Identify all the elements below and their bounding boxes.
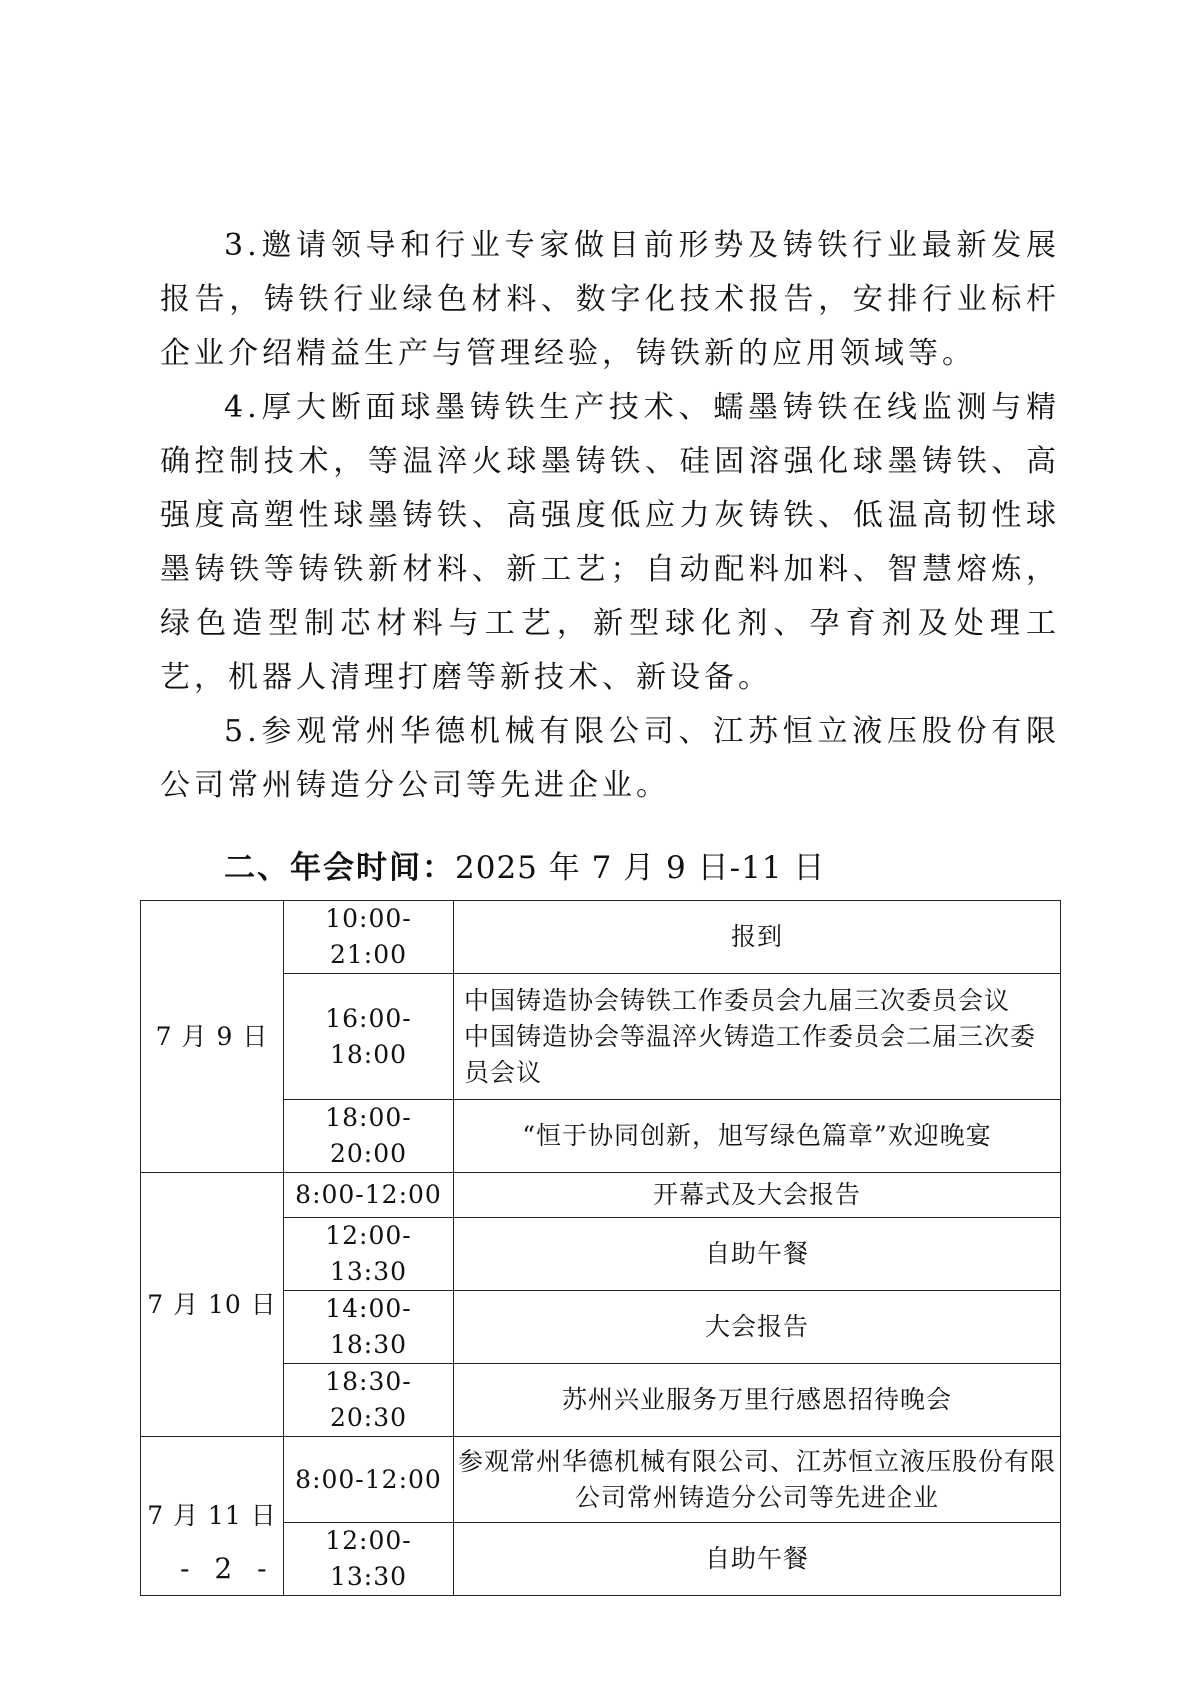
date-cell: 7 月 9 日	[141, 901, 284, 1173]
agenda-item-5: 5.参观常州华德机械有限公司、江苏恒立液压股份有限公司常州铸造分公司等先进企业。	[160, 714, 1060, 803]
table-row	[141, 901, 1061, 974]
time-cell: 8:00-12:00	[284, 1437, 454, 1523]
date-cell: 7 月 11 日	[141, 1437, 284, 1596]
event-cell: 大会报告	[454, 1291, 1061, 1364]
time-cell: 12:00-13:30	[284, 1218, 454, 1291]
time-cell: 12:00-13:30	[284, 1523, 454, 1596]
event-cell: “恒于协同创新，旭写绿色篇章”欢迎晚宴	[454, 1100, 1061, 1173]
event-cell: 开幕式及大会报告	[454, 1173, 1061, 1218]
time-cell: 18:00-20:00	[284, 1100, 454, 1173]
section-heading-meeting-time	[224, 848, 825, 888]
event-cell: 苏州兴业服务万里行感恩招待晚会	[454, 1364, 1061, 1437]
heading-label: 二、年会时间：	[224, 850, 455, 886]
table-row	[141, 1173, 1061, 1218]
time-cell: 10:00-21:00	[284, 901, 454, 974]
event-cell: 自助午餐	[454, 1523, 1061, 1596]
event-line: 中国铸造协会等温淬火铸造工作委员会二届三次委员会议	[464, 1021, 1037, 1087]
date-cell: 7 月 10 日	[141, 1173, 284, 1437]
event-cell: 自助午餐	[454, 1218, 1061, 1291]
event-cell: 参观常州华德机械有限公司、江苏恒立液压股份有限公司常州铸造分公司等先进企业	[454, 1437, 1061, 1523]
schedule-table	[140, 900, 1061, 1596]
event-cell	[454, 974, 1061, 1100]
time-cell: 14:00-18:30	[284, 1291, 454, 1364]
heading-date: 2025 年 7 月 9 日-11 日	[455, 850, 826, 886]
time-cell: 18:30-20:30	[284, 1364, 454, 1437]
page-number: - 2 -	[180, 1552, 275, 1585]
time-cell: 8:00-12:00	[284, 1173, 454, 1218]
agenda-item-4: 4.厚大断面球墨铸铁生产技术、蠕墨铸铁在线监测与精确控制技术，等温淬火球墨铸铁、硅固溶强化球墨铸铁、高强度高塑性球墨铸铁、高强度低应力灰铸铁、低温高韧性球墨铸铁等铸铁新材料、新工艺；自动配料加料、智慧熔炼，绿色造型制芯材料与工艺，新型球化剂、孕育剂及处理工艺，机器人清理打磨等新技术、新设备。	[160, 390, 1060, 695]
event-cell: 报到	[454, 901, 1061, 974]
table-row	[141, 1437, 1061, 1523]
agenda-item-3: 3.邀请领导和行业专家做目前形势及铸铁行业最新发展报告，铸铁行业绿色材料、数字化技术报告，安排行业标杆企业介绍精益生产与管理经验，铸铁新的应用领域等。	[160, 228, 1060, 371]
time-cell: 16:00-18:00	[284, 974, 454, 1100]
event-line: 中国铸造协会铸铁工作委员会九届三次委员会议	[464, 985, 1011, 1015]
